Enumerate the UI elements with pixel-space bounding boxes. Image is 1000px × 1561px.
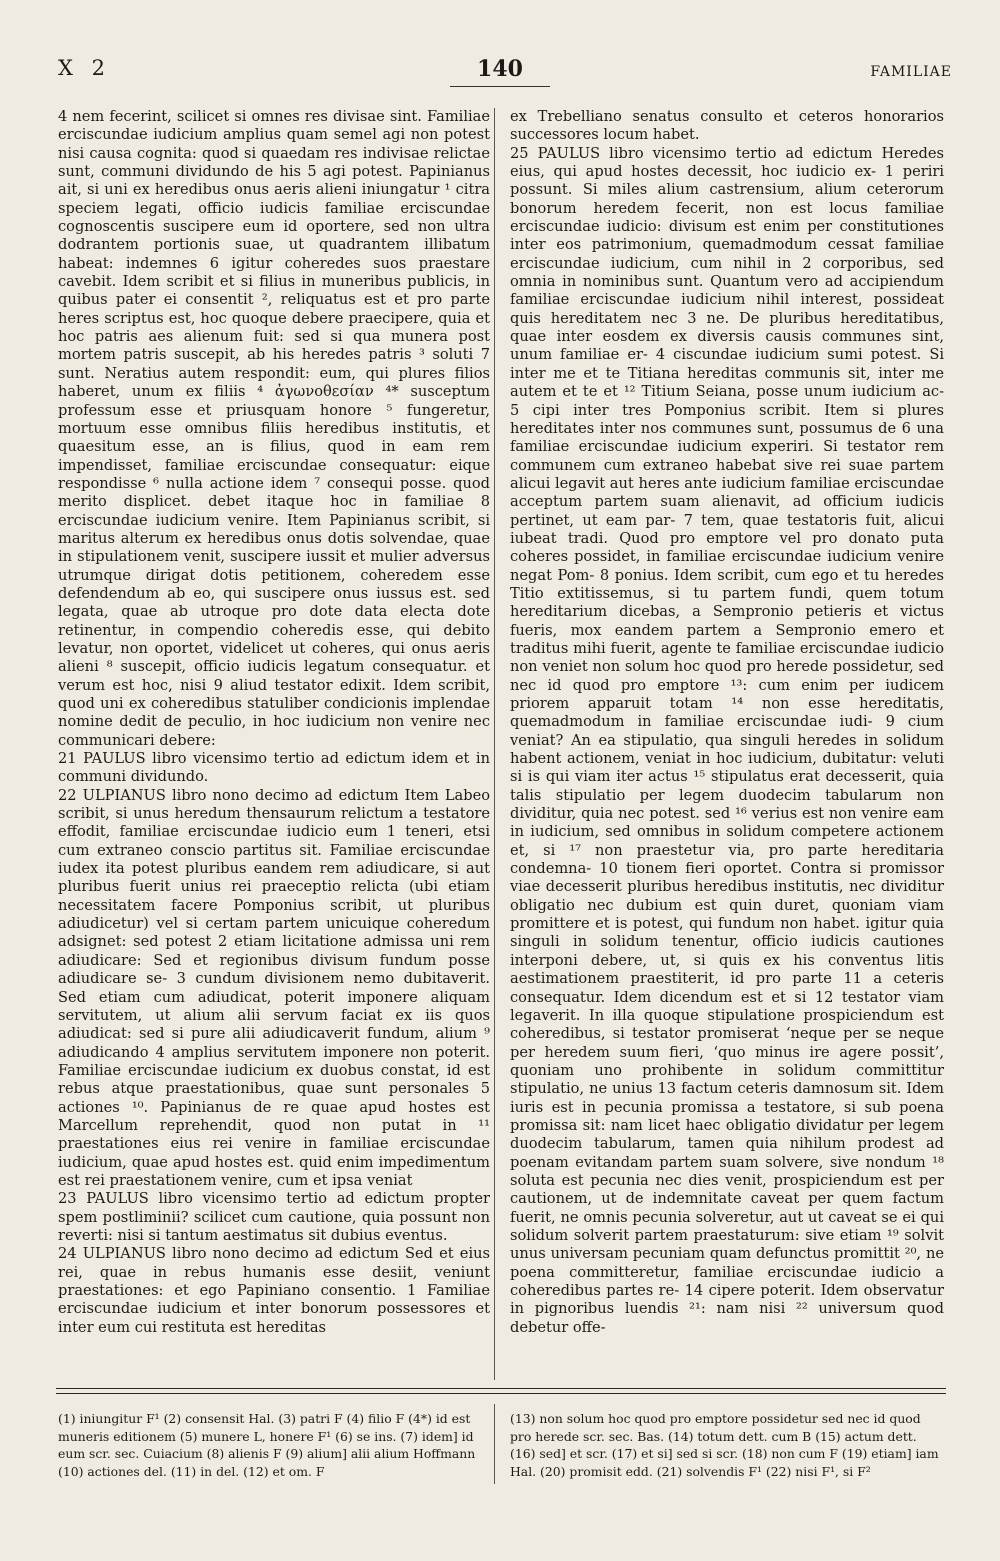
text-block: ex Trebelliano senatus consulto et ceteros honorarios successores locum habet. — [510, 108, 944, 144]
page-number: 140 — [477, 56, 523, 82]
footnote-rule — [56, 1388, 946, 1389]
section-24: 24 ULPIANUS libro nono decimo ad edictum Sed et eius rei, quae in rebus humanis esse desiit, veniunt praestationes: et ego Papiniano consentio. 1 Familiae erciscundae iudicium et inter bonorum possessores et inter eum cui restituta est hereditas — [58, 1245, 490, 1336]
footnotes-left: (1) iniungitur F¹ (2) consensit Hal. (3) patri F (4) filio F (4*) id est muneris editionem (5) munere L, honere F¹ (6) se ins. (7) idem] id eum scr. sec. Cuiacium (8) alienis F (9) alium] alii alium Hoffmann (10) actiones del. (11) in del. (12) et om. F — [58, 1411, 476, 1479]
section-marker: X 2 — [58, 56, 111, 80]
section-23: 23 PAULUS libro vicensimo tertio ad edictum propter spem postliminii? scilicet cum cautione, quia possunt non reverti: nisi si tantum aestimatus sit dubius eventus. — [58, 1190, 490, 1244]
section-25: 25 PAULUS libro vicensimo tertio ad edictum Heredes eius, qui apud hostes decessit, hoc iudicio ex- 1 periri possunt. Si miles alium castrensium, alium ceterorum bonorum heredem fecerit, non est locus familiae erciscundae iudicio: divisum est enim per constitutiones inter eos patrimonium, quemadmodum cessat familiae erciscundae iudicium, cum nihil in 2 corporibus, sed omnia in nominibus sunt. Quantum vero ad accipiendum familiae erciscundae iudicium nihil interest, possideat quis hereditatem nec 3 ne. De pluribus hereditatibus, quae inter eosdem ex diversis causis communes sint, unum familiae er- 4 ciscundae iudicium sumi potest. Si inter me et te Titiana hereditas communis sit, inter me autem et te et ¹² Titium Seiana, posse unum iudicium ac- 5 cipi inter tres Pomponius scribit. Item si plures hereditates inter nos communes sunt, possumus de 6 una familiae erciscundae iudicium experiri. Si testator rem communem cum extraneo habebat sive rei suae partem alicui legavit aut heres ante iudicium familiae erciscundae acceptum partem suam alienavit, ad officium iudicis pertinet, ut eam par- 7 tem, quae testatoris fuit, alicui iubeat tradi. Quod pro emptore vel pro donato puta coheres possidet, in familiae erciscundae iudicium venire negat Pom- 8 ponius. Idem scribit, cum ego et tu heredes Titio extitissemus, si tu partem fundi, quem totum hereditarium dicebas, a Sempronio petieris et victus fueris, mox eandem partem a Sempronio emero et traditus mihi fuerit, agente te familiae erciscundae iudicio non veniet non solum hoc quod pro herede possidetur, sed nec id quod pro emptore ¹³: cum enim per iudicem priorem apparuit totam ¹⁴ non esse hereditatis, quemadmodum in familiae erciscundae iudi- 9 cium veniat? An ea stipulatio, qua singuli heredes in solidum habent actionem, veniat in hoc iudicium, dubitatur: veluti si is qui viam iter actus ¹⁵ stipulatus erat decesserit, quia talis stipulatio per legem duodecim tabularum non dividitur, quia nec potest. sed ¹⁶ verius est non venire eam in iudicium, sed omnibus in solidum competere actionem et, si ¹⁷ non praestetur via, pro parte hereditaria condemna- 10 tionem fieri oportet. Contra si promissor viae decesserit pluribus heredibus institutis, nec dividitur obligatio nec dubium est quin duret, quoniam viam promittere et is potest, qui fundum non habet. igitur quia singuli in solidum tenentur, officio iudicis cautiones interponi debere, ut, si quis ex his conventus litis aestimationem praestiterit, id pro parte 11 a ceteris consequatur. Idem dicendum est et si 12 testator viam legaverit. In illa quoque stipulatione prospiciendum est coheredibus, si testator promiserat ‘neque per se neque per heredem suum fieri, ‘quo minus ire agere possit’, quoniam uno prohibente in solidum committitur stipulatio, ne unius 13 factum ceteris damnosum sit. Idem iuris est in pecunia promissa a testatore, si sub poena promissa sit: nam licet haec obligatio dividatur per legem duodecim tabularum, tamen quia nihilum prodest ad poenam evitandam partem suam solvere, sive nondum ¹⁸ soluta est pecunia nec dies venit, prospiciendum est per cautionem, ut de indemnitate caveat per quem factum fuerit, ne omnis pecunia solveretur, aut ut caveat se ei qui solidum solverit partem praestaturum: sive etiam ¹⁹ solvit unus universam pecuniam quam defunctus promittit ²⁰, ne poena committeretur, familiae erciscundae iudicio a coheredibus partes re- 14 cipere poterit. Idem observatur in pignoribus luendis ²¹: nam nisi ²² universum quod debetur offe- — [510, 144, 944, 1336]
footnote-rule-thin — [56, 1393, 946, 1394]
section-22: 22 ULPIANUS libro nono decimo ad edictum Item Labeo scribit, si unus heredum thensaurum relictum a testatore effodit, familiae erciscundae iudicio eum 1 teneri, etsi cum extraneo conscio partitus sit. Familiae erciscundae iudex ita potest pluribus eandem rem adiudicare, si aut pluribus fuerit unius rei praeceptio relicta (ubi etiam necessitatem facere Pomponius scribit, ut pluribus adiudicetur) vel si certam partem unicuique coheredum adsignet: sed potest 2 etiam licitatione admissa uni rem adiudicare: Sed et regionibus divisum fundum posse adiudicare se- 3 cundum divisionem nemo dubitaverit. Sed etiam cum adiudicat, poterit imponere aliquam servitutem, ut alium alii servum faciat ex iis quos adiudicat: sed si pure alii adiudicaverit fundum, alium ⁹ adiudicando 4 amplius servitutem imponere non poterit. Familiae erciscundae iudicium ex duobus constat, id est rebus atque praestationibus, quae sunt personales 5 actiones ¹⁰. Papinianus de re quae apud hostes est Marcellum reprehendit, quod non putat in ¹¹ praestationes eius rei venire in familiae erciscundae iudicium, quae apud hostes est. quid enim impedimentum est rei praestationem venire, cum et ipsa veniat — [58, 786, 490, 1189]
text-block: 4 nem fecerint, scilicet si omnes res divisae sint. Familiae erciscundae iudicium amplius quam semel agi non potest nisi causa cognita: quod si quaedam res indivisae relictae sunt, communi dividundo de his 5 agi potest. Papinianus ait, si uni ex heredibus onus aeris alieni iniungatur ¹ citra speciem legati, officio iudicis familiae erciscundae cognoscentis suscipere eum id oportere, sed non ultra dodrantem portionis suae, ut quadrantem illibatum habeat: indemnes 6 igitur coheredes suos praestare cavebit. Idem scribit et si filius in muneribus publicis, in quibus pater ei consentit ², reliquatus est et pro parte heres scriptus est, hoc quoque debere praecipere, quia et hoc patris aes alienum fuit: sed si qua munera post mortem patris suscepit, ab his heredes patris ³ soluti 7 sunt. Neratius autem respondit: eum, qui plures filios haberet, unum ex filiis ⁴ ἀγωνοθεσίαν ⁴* susceptum professum esse et priusquam honore ⁵ fungeretur, mortuum esse omnibus filiis heredibus institutis, et quaesitum esse, an is filius, quod in eam rem impendisset, familiae erciscundae consequatur: eique respondisse ⁶ nulla actione idem ⁷ consequi posse. quod merito displicet. debet itaque hoc in familiae 8 erciscundae iudicium venire. Item Papinianus scribit, si maritus alterum ex heredibus onus dotis solvendae, quae in stipulationem venit, suscipere iussit et mulier adversus utrumque dirigat dotis petitionem, coheredem esse defendendum ab eo, qui suscipere onus iussus est. sed legata, quae ab utroque pro dote data electa dote retinentur, in compendio coheredis esse, qui debito levatur, non oportet, videlicet ut coheres, qui onus aeris alieni ⁸ suscepit, officio iudicis legatum consequatur. et verum est hoc, nisi 9 aliud testator edixit. Idem scribit, quod uni ex coheredibus statuliber condicionis implendae nomine dedit de peculio, in hoc iudicium non venire nec communicari debere: — [58, 108, 490, 749]
footnote-divider — [494, 1404, 495, 1484]
footnotes-right: (13) non solum hoc quod pro emptore possidetur sed nec id quod pro herede scr. sec. Bas. (14) totum dett. cum B (15) actum dett. (16) sed] et scr. (17) et si] sed si scr. (18) non cum F (19) etiam] iam Hal. (20) promisit edd. (21) solvendis F¹ (22) nisi F¹, si F² — [510, 1411, 939, 1479]
header-rule — [450, 86, 550, 87]
left-column — [58, 108, 490, 1337]
running-head: FAMILIAE — [870, 64, 952, 80]
right-column — [510, 108, 944, 1337]
column-divider — [494, 108, 495, 1380]
section-21: 21 PAULUS libro vicensimo tertio ad edictum idem et in communi dividundo. — [58, 750, 490, 786]
